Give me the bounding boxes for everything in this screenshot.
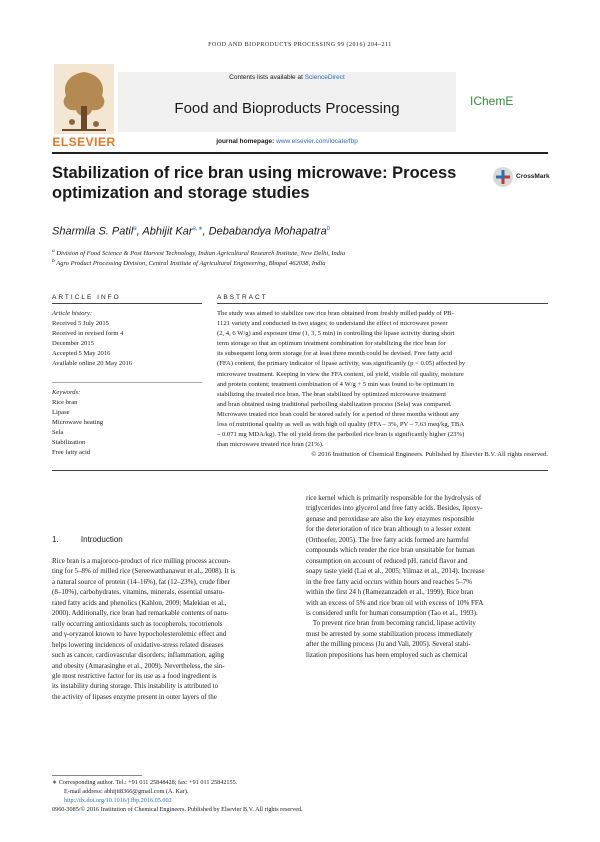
- author-sup[interactable]: b: [326, 226, 331, 232]
- running-header: FOOD AND BIOPRODUCTS PROCESSING 99 (2016) 204–211: [208, 42, 392, 48]
- crossmark-badge[interactable]: [492, 165, 548, 189]
- body-line: 2000). Additionally, rice bran had remarkable contents of natu-: [52, 609, 229, 618]
- right-column: [306, 493, 548, 660]
- abstract-line: loss of nutritional quality as well as with high oil quality (FFA – 3%, PV – 7.63 meq/kg, TBA: [217, 421, 465, 429]
- icheme-logo-text: IChemE: [470, 94, 514, 108]
- elsevier-tree-logo: [52, 62, 116, 144]
- author-name: Sharmila S. Patil: [52, 225, 134, 238]
- abstract-rule: [217, 303, 548, 304]
- abstract-body: [217, 309, 548, 460]
- body-line: (Orthoefer, 2005). The free fatty acids formed are harmful: [306, 535, 469, 544]
- header-rule: [52, 152, 548, 154]
- body-line: rally occurring antioxidants such as tocopherols, tocotrienols: [52, 619, 223, 628]
- affiliation: [52, 258, 548, 267]
- body-line: its instability during storage. This instability is attributed to: [52, 682, 219, 691]
- body-line: the activity of lipases enzyme present in outer layers of the: [52, 692, 217, 701]
- affiliation-text: Division of Food Science & Post Harvest Technology, Indian Agricultural Research Institute, New Delhi, India: [56, 250, 346, 258]
- article-info-rule: [52, 303, 202, 304]
- author-sup[interactable]: a,∗: [192, 226, 203, 232]
- body-line: soapy taste yield (Lai et al., 2005; Yilmaz et al., 2014). Increase: [306, 567, 485, 576]
- affiliation: [52, 248, 548, 257]
- section-title: Introduction: [80, 535, 123, 544]
- journal-name: Food and Bioproducts Processing: [174, 100, 400, 117]
- sciencedirect-link[interactable]: ScienceDirect: [304, 74, 345, 81]
- crossmark-label: CrossMark: [516, 173, 550, 180]
- homepage-label: journal homepage:: [216, 138, 275, 145]
- email-note: E-mail address: abhijit8366@gmail.com (A. Kar).: [64, 788, 189, 795]
- abstract-line: 1121 variety and conducted in two stages; to understand the effect of microwave power: [217, 320, 448, 328]
- author-name: Abhijit Kar: [142, 225, 193, 238]
- body-line: compounds which render the rice bran unsuitable for human: [306, 546, 475, 555]
- history-label: Article history:: [52, 310, 93, 317]
- body-line: lization prepositions has been employed such as chemical: [306, 650, 468, 659]
- issn-line: 0960-3085/© 2016 Institution of Chemical Engineers. Published by Elsevier B.V. All rights reserved.: [52, 806, 303, 813]
- abstract-line: The study was aimed to stabilize raw rice bran obtained from freshly milled paddy of PB-: [217, 310, 454, 317]
- body-line: triglycerides into glycerol and free fatty acids. Besides, lipoxy-: [306, 504, 483, 513]
- keyword: Stabilization: [52, 439, 86, 446]
- homepage-link[interactable]: www.elsevier.com/locate/fbp: [276, 138, 358, 145]
- keyword: Microwave heating: [52, 419, 104, 426]
- history-item: Available online 20 May 2016: [52, 360, 133, 367]
- body-line: must be arrested by some stabilization process immediately: [306, 629, 473, 638]
- keyword: Rice bran: [52, 399, 78, 406]
- keywords-rule: [52, 382, 202, 383]
- contents-line: [118, 74, 456, 81]
- abstract-heading: ABSTRACT: [217, 294, 268, 301]
- history-item: December 2015: [52, 340, 94, 347]
- article-info-heading: ARTICLE INFO: [52, 294, 121, 301]
- keywords-label: Keywords:: [52, 389, 81, 396]
- body-line: is considered unfit for human consumption (Tao et al., 1993).: [306, 608, 478, 617]
- body-line: helps lowering incidences of oxidative-stress related diseases: [52, 640, 224, 649]
- article-title: Stabilization of rice bran using microwave: Process optimization and storage studies: [52, 164, 457, 202]
- body-line: within the first 24 h (Ramezanzadeh et al., 1999). Rice bran: [306, 588, 474, 597]
- affiliation-sup: b: [52, 258, 55, 264]
- abstract-line: Microwave treated rice bran could be stored safely for a period of three months without any: [217, 410, 460, 418]
- body-line: consumption on account of reduced pH, rancid flavor and: [306, 556, 468, 565]
- section-heading: [52, 535, 123, 544]
- body-line: such as cancer, cardiovascular disorders, inflammation, aging: [52, 651, 225, 660]
- icheme-logo: [470, 94, 548, 108]
- history-item: Accepted 5 May 2016: [52, 350, 111, 357]
- body-line: after the milling process (Ju and Vali, 2005). Several stabi-: [306, 640, 471, 649]
- abstract-line: than microwave treated rice bran (21%).: [217, 441, 324, 449]
- author-list: Sharmila S. Patil$^a$, Abhijit Kar$^{a,∗}$, Debabandya Mohapatra$^b$: [52, 225, 331, 238]
- abstract-line: – 0.071 mg MDA/kg). The oil yield from the parboiled rice bran is significantly higher (23%): [217, 431, 465, 439]
- body-line: a natural source of protein (14–16%), fat (12–23%), crude fiber: [52, 577, 230, 586]
- author-name: Debabandya Mohapatra: [208, 225, 327, 238]
- left-column: [52, 556, 294, 702]
- abstract-line: and bran obtained using traditional parboiling stabilization process (Sela) was compared.: [217, 400, 452, 408]
- journal-homepage: [118, 138, 456, 145]
- body-line: and γ-oryzanol known to have hypocholesterolemic effect and: [52, 630, 227, 639]
- abstract-line: (2, 4, 6 W/g) and exposure time (1, 3, 5 min) in controlling the lipase activity during short: [217, 330, 455, 338]
- body-line: genase and peroxidase are also the key enzymes responsible: [306, 514, 475, 523]
- affiliation-sup: a: [52, 248, 55, 254]
- doi-link[interactable]: http://dx.doi.org/10.1016/j.fbp.2016.05.002: [64, 797, 172, 804]
- body-line: rice kernel which is primarily responsible for the hydrolysis of: [306, 494, 482, 502]
- body-line: and obesity (Amarasinghe et al., 2009). Nevertheless, the sin-: [52, 661, 225, 670]
- abstract-line: and protein content; treatment combination of 4 W/g + 5 min was found to be optimum in: [217, 380, 454, 388]
- abstract-line: term storage so that an optimum treatment combination for stabilizing the rice bran for: [217, 340, 446, 348]
- body-line: (8–10%), carbohydrates, vitamins, minerals, essential unsatu-: [52, 588, 225, 597]
- body-line: gle most restrictive factor for its use as a food ingredient is: [52, 671, 217, 680]
- section-number: 1.: [52, 535, 59, 544]
- body-line: for the deterioration of rice bran although to a lesser extent: [306, 525, 471, 534]
- abstract-line: microwave treatment. Keeping in view the FFA content, oil yield, visible oil quality, moisture: [217, 370, 464, 378]
- history-item: Received 5 July 2015: [52, 320, 109, 327]
- author-sup[interactable]: a: [133, 226, 137, 232]
- publisher-name: ELSEVIER: [52, 135, 116, 149]
- keyword: Free fatty acid: [52, 449, 91, 456]
- keyword: Sela: [52, 429, 64, 436]
- body-line: Rice bran is a majoroco-product of rice milling process accoun-: [52, 557, 231, 565]
- keyword: Lipase: [52, 409, 70, 416]
- history-item: Received in revised form 4: [52, 330, 124, 337]
- crossmark-icon: [492, 166, 514, 188]
- body-line: with an excess of 5% and rice bran oil with excess of 10% FFA: [306, 598, 484, 607]
- abstract-line: its subsequent long term storage for at least three month could be devised. Free fatty acid: [217, 350, 453, 358]
- abstract-line: (FFA) content, the primary indicator of lipase activity, was significantly (p < 0.05) affected by: [217, 360, 466, 368]
- body-line: ting for 5–8% of milled rice (Sereewatthanawut et al., 2008). It is: [52, 567, 236, 576]
- affiliation-text: Agro Product Processing Division, Central Institute of Agricultural Engineering, Bhopal 462038, India: [56, 260, 326, 268]
- body-line: in the free fatty acid occurs within hours and reaches 5–7%: [306, 577, 472, 586]
- abstract-bottom-rule: [52, 470, 548, 471]
- abstract-line: stabilizing the treated rice bran. The bran stabilized by optimized microwave treatment: [217, 390, 447, 398]
- abstract-copyright: © 2016 Institution of Chemical Engineers. Published by Elsevier B.V. All rights reserved.: [311, 451, 548, 459]
- footnote-rule: [52, 775, 142, 776]
- contents-prefix: Contents lists available at: [229, 74, 303, 81]
- corresponding-author-note: ∗ Corresponding author. Tel.: +91 011 25848428; fax: +91 011 25842155.: [52, 779, 238, 786]
- body-line: To prevent rice bran from becoming rancid, lipase activity: [306, 619, 476, 628]
- body-line: rated fatty acids and phenolics (Kahlon, 2009; Malekian et al.,: [52, 598, 227, 607]
